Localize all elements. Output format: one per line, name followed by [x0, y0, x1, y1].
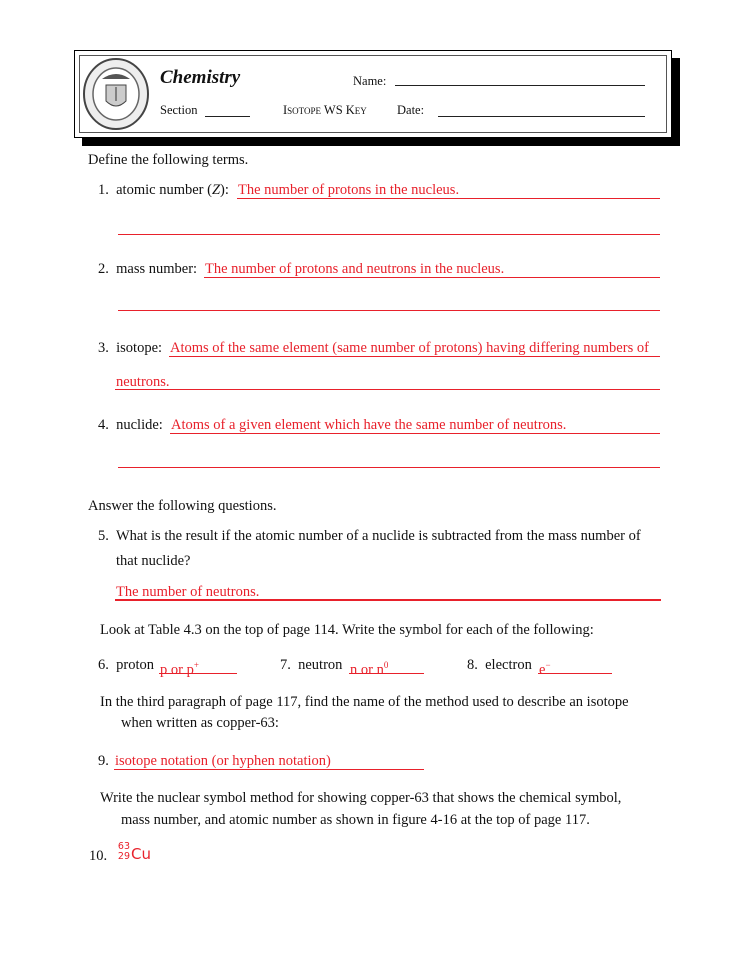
paragraph-instruction-cont: when written as copper-63: [121, 715, 279, 731]
answer-4: Atoms of a given element which have the same number of neutrons. [171, 417, 567, 433]
blank-answer-line [118, 234, 660, 235]
nuclear-instruction-cont: mass number, and atomic number as shown in figure 4-16 at the top of page 117. [121, 812, 590, 828]
answer-text: e [539, 661, 546, 678]
worksheet-title: Isotope WS Key [283, 103, 367, 117]
answer-text: n or n [350, 661, 384, 678]
answer-6 [160, 656, 199, 679]
blank-answer-line [118, 310, 660, 311]
item-number: 2. [98, 261, 109, 277]
question-5-number: 5. [98, 528, 109, 544]
item-number: 7. [280, 657, 291, 673]
blank-answer-line [118, 467, 660, 468]
item-4 [98, 416, 163, 434]
answer-9: isotope notation (or hyphen notation) [115, 753, 331, 769]
question-7 [280, 656, 342, 674]
item-3 [98, 339, 162, 357]
charge-superscript: + [193, 660, 199, 670]
answer-3: Atoms of the same element (same number of protons) having differing numbers of [170, 340, 649, 356]
question-5-cont: that nuclide? [116, 553, 191, 569]
item-number: 8. [467, 657, 478, 673]
subject-title: Chemistry [160, 67, 241, 88]
item-number: 6. [98, 657, 109, 673]
answer-line [115, 389, 660, 390]
answer-8 [539, 656, 551, 679]
mass-number: 63 [117, 841, 130, 852]
answer-3-cont: neutrons. [116, 374, 170, 390]
question-label: proton [116, 657, 154, 673]
answer-7 [350, 656, 388, 679]
section-label: Section [160, 103, 198, 117]
atomic-number: 29 [117, 851, 130, 862]
charge-superscript: 0 [383, 660, 389, 670]
question-6 [98, 656, 154, 674]
answer-text: p or p [160, 661, 194, 678]
answer-2: The number of protons and neutrons in the nucleus. [205, 261, 505, 277]
date-field[interactable] [438, 116, 645, 117]
name-field[interactable] [395, 85, 645, 86]
item-number: 3. [98, 340, 109, 356]
question-9-number: 9. [98, 753, 109, 769]
term: atomic number ( [116, 182, 212, 198]
section1-heading: Define the following terms. [88, 152, 249, 168]
header-box [74, 50, 672, 138]
term: isotope: [116, 340, 163, 356]
table-instruction: Look at Table 4.3 on the top of page 114. Write the symbol for each of the following: [100, 622, 594, 638]
question-label: electron [485, 657, 532, 673]
nuclear-instruction: Write the nuclear symbol method for showing copper-63 that shows the chemical symbol, [100, 790, 622, 806]
school-seal-logo [82, 57, 150, 131]
item-2 [98, 260, 197, 278]
term: mass number: [116, 261, 198, 277]
item-1 [98, 181, 229, 199]
item-number: 1. [98, 182, 109, 198]
item-number: 4. [98, 417, 109, 433]
paragraph-instruction: In the third paragraph of page 117, find the name of the method used to describe an isotope [100, 694, 629, 710]
term-suffix: ): [220, 182, 229, 198]
term: nuclide: [116, 417, 163, 433]
question-10-number: 10. [89, 848, 108, 864]
question-8 [467, 656, 532, 674]
term-variable: Z [211, 182, 221, 198]
section2-heading: Answer the following questions. [88, 498, 277, 514]
section-field[interactable] [205, 116, 250, 117]
question-5: What is the result if the atomic number of a nuclide is subtracted from the mass number of [116, 528, 641, 544]
name-label: Name: [353, 74, 387, 88]
date-label: Date: [397, 103, 425, 117]
charge-superscript: − [545, 660, 551, 670]
answer-1: The number of protons in the nucleus. [238, 182, 460, 198]
answer-5: The number of neutrons. [116, 584, 260, 600]
question-label: neutron [298, 657, 343, 673]
element-symbol: Cu [131, 845, 151, 863]
nuclide-notation [116, 842, 130, 862]
